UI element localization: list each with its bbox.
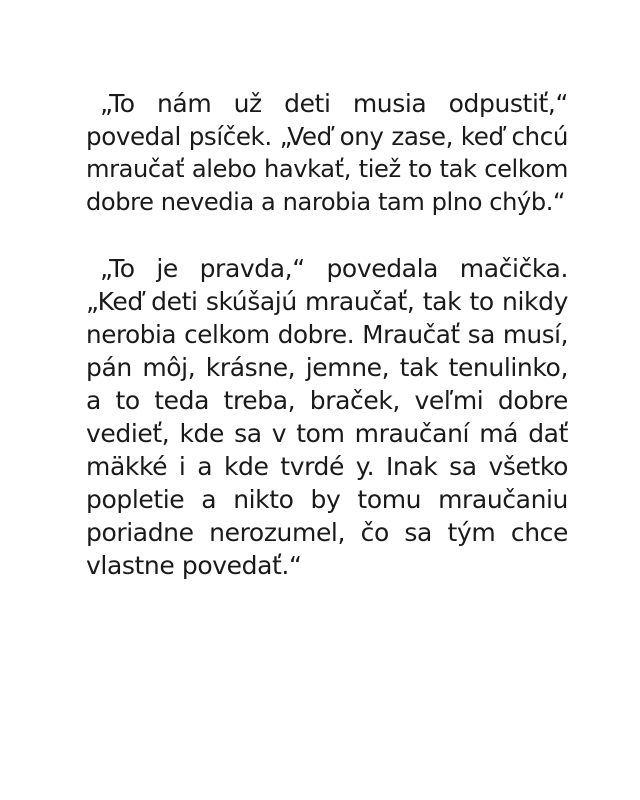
text-line: vedieť, kde sa v tom mraučaní má dať xyxy=(86,419,568,448)
text-line: „To je pravda,“ povedala mačička. xyxy=(100,254,568,283)
text-line: dobre nevedia a narobia tam plno chýb.“ xyxy=(86,188,566,216)
text-line: mäkké i a kde tvrdé y. Inak sa všetko xyxy=(86,452,568,481)
text-line: a to teda treba, braček, veľmi dobre xyxy=(86,386,568,415)
paragraph-dog xyxy=(72,87,568,219)
text-line: poriadne nerozumel, čo sa tým chce xyxy=(86,518,568,547)
text-line: vlastne povedať.“ xyxy=(86,551,302,580)
text-line: povedal psíček. „Veď ony zase, keď chcú xyxy=(86,122,568,151)
text-line: nerobia celkom dobre. Mraučať sa musí, xyxy=(86,320,568,349)
text-line: „To nám už deti musia odpustiť,“ xyxy=(100,89,568,118)
text-line: pán môj, krásne, jemne, tak tenulinko, xyxy=(86,353,568,382)
story-text xyxy=(72,87,568,582)
paragraph-cat xyxy=(72,252,568,582)
text-line: „Keď deti skúšajú mraučať, tak to nikdy xyxy=(86,287,568,316)
text-line: popletie a nikto by tomu mraučaniu xyxy=(86,485,568,514)
text-line: mraučať alebo havkať, tiež to tak celkom xyxy=(86,155,568,183)
